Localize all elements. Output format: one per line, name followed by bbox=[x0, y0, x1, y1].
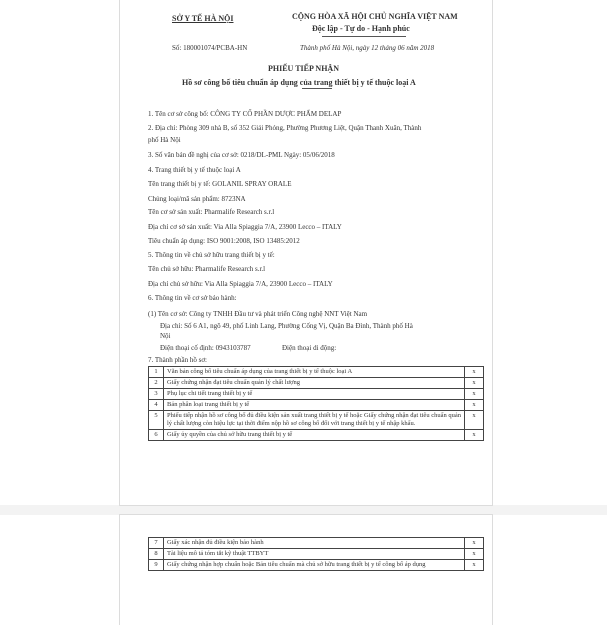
document-subtitle: Hồ sơ công bố tiêu chuẩn áp dụng của trang thiết bị y tế thuộc loại A bbox=[182, 78, 416, 87]
item-4-standards: Tiêu chuẩn áp dụng: ISO 9001:2008, ISO 13485:2012 bbox=[148, 237, 300, 245]
row-description: Giấy chứng nhận đạt tiêu chuẩn quản lý chất lượng bbox=[164, 378, 465, 389]
row-description: Văn bản công bố tiêu chuẩn áp dụng của trang thiết bị y tế thuộc loại A bbox=[164, 367, 465, 378]
row-checkmark: x bbox=[465, 411, 484, 430]
table-row bbox=[149, 430, 484, 441]
item-4-device-name: Tên trang thiết bị y tế: GOLANIL SPRAY ORALE bbox=[148, 180, 292, 188]
row-checkmark: x bbox=[465, 378, 484, 389]
row-description: Phiếu tiếp nhận hồ sơ công bố đủ điều kiện sản xuất trang thiết bị y tế hoặc Giấy chứng nhận đạt tiêu chuẩn quản lý chất lượng còn hiệu lực tại thời điểm nộp hồ sơ công bố đối với trang thiết bị y tế nhập khẩu. bbox=[164, 411, 465, 430]
item-6-landline: Điện thoại cố định: 0943103787 bbox=[160, 344, 251, 352]
item-5-owner-name: Tên chủ sở hữu: Pharmalife Research s.r.l bbox=[148, 265, 266, 273]
documents-table-page-2 bbox=[148, 537, 484, 571]
row-description: Tài liệu mô tả tóm tắt kỹ thuật TTBYT bbox=[164, 549, 465, 560]
item-6-warranty-address-2: Nội bbox=[160, 332, 171, 340]
row-checkmark: x bbox=[465, 560, 484, 571]
ministry-name: SỞ Y TẾ HÀ NỘI bbox=[172, 14, 234, 23]
item-2-line-1: 2. Địa chỉ: Phòng 309 nhà B, số 352 Giải Phóng, Phường Phương Liệt, Quận Thanh Xuân, Thành bbox=[148, 124, 422, 132]
table-row bbox=[149, 367, 484, 378]
row-description: Giấy xác nhận đủ điều kiện bảo hành bbox=[164, 538, 465, 549]
table-row bbox=[149, 389, 484, 400]
row-number: 9 bbox=[149, 560, 164, 571]
row-number: 6 bbox=[149, 430, 164, 441]
document-page-1 bbox=[120, 0, 492, 505]
item-5: 5. Thông tin về chủ sở hữu trang thiết bị y tế: bbox=[148, 251, 275, 259]
row-checkmark: x bbox=[465, 367, 484, 378]
page-gap bbox=[0, 505, 607, 515]
place-date: Thành phố Hà Nội, ngày 12 tháng 06 năm 2018 bbox=[300, 44, 435, 52]
row-checkmark: x bbox=[465, 430, 484, 441]
document-page-2 bbox=[120, 515, 492, 625]
row-description: Phụ lục chi tiết trang thiết bị y tế bbox=[164, 389, 465, 400]
row-description: Giấy chứng nhận hợp chuẩn hoặc Bản tiêu chuẩn mà chủ sở hữu trang thiết bị y tế công bố áp dụng bbox=[164, 560, 465, 571]
republic-name: CỘNG HÒA XÃ HỘI CHỦ NGHĨA VIỆT NAM bbox=[292, 12, 458, 21]
row-number: 5 bbox=[149, 411, 164, 430]
item-6-warranty-name: (1) Tên cơ sở: Công ty TNHH Đầu tư và phát triển Công nghệ NNT Việt Nam bbox=[148, 310, 368, 318]
item-4-manufacturer: Tên cơ sở sản xuất: Pharmalife Research s.r.l bbox=[148, 208, 275, 216]
row-number: 1 bbox=[149, 367, 164, 378]
subtitle-underline bbox=[302, 88, 332, 89]
row-number: 3 bbox=[149, 389, 164, 400]
row-checkmark: x bbox=[465, 389, 484, 400]
row-checkmark: x bbox=[465, 400, 484, 411]
item-6-warranty-address-1: Địa chỉ: Số 6 A1, ngõ 49, phố Linh Lang, Phường Cống Vị, Quận Ba Đình, Thành phố Hà bbox=[160, 322, 413, 330]
item-6-mobile: Điện thoại di động: bbox=[282, 344, 337, 352]
item-2-line-2: phố Hà Nội bbox=[148, 136, 181, 144]
item-4-product-code: Chủng loại/mã sản phẩm: 8723NA bbox=[148, 195, 246, 203]
row-number: 4 bbox=[149, 400, 164, 411]
item-1: 1. Tên cơ sở công bố: CÔNG TY CỔ PHẦN DƯỢC PHẨM DELAP bbox=[148, 110, 342, 118]
table-row bbox=[149, 400, 484, 411]
item-7: 7. Thành phần hồ sơ: bbox=[148, 356, 207, 364]
table-row bbox=[149, 538, 484, 549]
table-row bbox=[149, 378, 484, 389]
document-number: Số: 180001074/PCBA-HN bbox=[172, 44, 248, 52]
row-description: Giấy ủy quyền của chủ sở hữu trang thiết bị y tế bbox=[164, 430, 465, 441]
row-number: 7 bbox=[149, 538, 164, 549]
item-6: 6. Thông tin về cơ sở bảo hành: bbox=[148, 294, 237, 302]
national-motto: Độc lập - Tự do - Hạnh phúc bbox=[312, 24, 410, 33]
row-checkmark: x bbox=[465, 538, 484, 549]
documents-table-page-1 bbox=[148, 366, 484, 441]
item-4-manufacturer-address: Địa chỉ cơ sở sản xuất: Via Alla Spiaggia 7/A, 23900 Lecco – ITALY bbox=[148, 223, 342, 231]
item-4: 4. Trang thiết bị y tế thuộc loại A bbox=[148, 166, 241, 174]
motto-underline bbox=[322, 36, 406, 37]
table-row bbox=[149, 411, 484, 430]
item-5-owner-address: Địa chỉ chủ sở hữu: Via Alla Spiaggia 7/A, 23900 Lecco – ITALY bbox=[148, 280, 333, 288]
row-checkmark: x bbox=[465, 549, 484, 560]
item-3: 3. Số văn bản đề nghị của cơ sở: 0218/DL-PML Ngày: 05/06/2018 bbox=[148, 151, 335, 159]
table-row bbox=[149, 560, 484, 571]
table-row bbox=[149, 549, 484, 560]
document-title: PHIẾU TIẾP NHẬN bbox=[268, 64, 339, 73]
row-number: 2 bbox=[149, 378, 164, 389]
row-number: 8 bbox=[149, 549, 164, 560]
row-description: Bản phân loại trang thiết bị y tế bbox=[164, 400, 465, 411]
